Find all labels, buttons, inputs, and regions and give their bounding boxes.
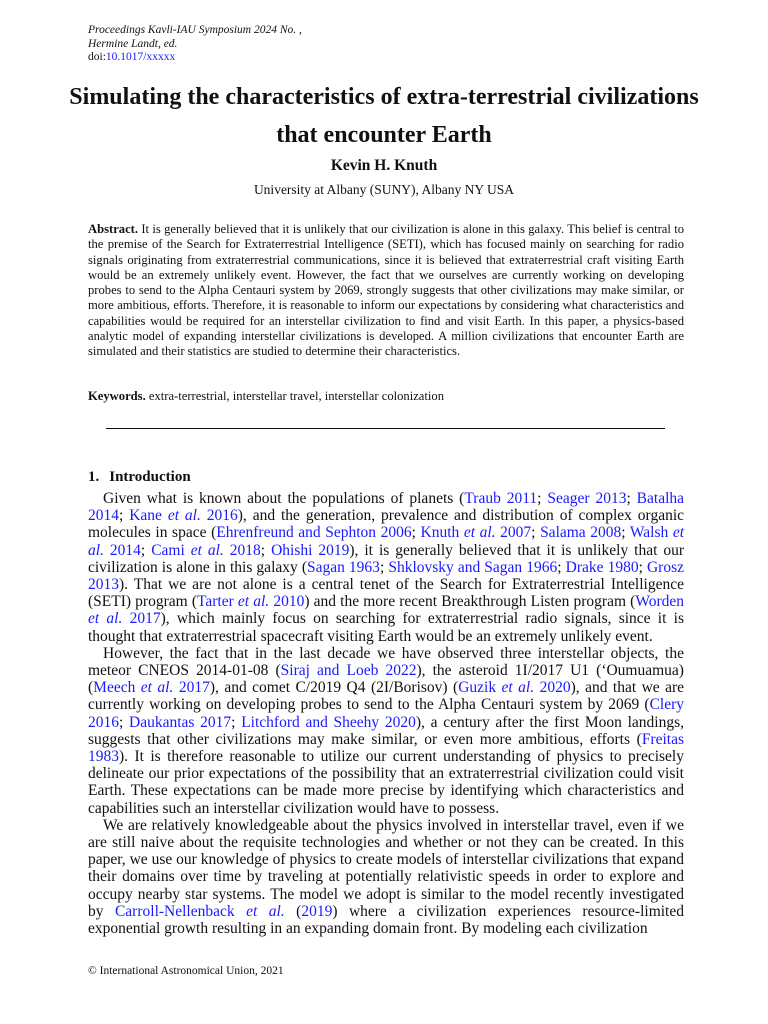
text-run: ), the asteroid 1I/2017 U1 (‘Oumuamua) (: [88, 662, 684, 697]
citation-part: 2017: [122, 610, 161, 628]
text-run: ), it is generally believed that it is unlikely that our civilization is alone in this galaxy (: [88, 541, 685, 576]
paragraph-2: [88, 645, 684, 817]
citation-link[interactable]: [151, 542, 261, 559]
divider-rule: [106, 428, 665, 429]
section-number: 1.: [88, 469, 100, 485]
text-run: ), which mainly focus on searching for extraterrestrial radio signals, since it is thought that extraterrestrial spacecraft visiting Earth would be an extremely unlikely event.: [88, 610, 685, 645]
citation-etal: et al.: [190, 541, 224, 559]
citation-etal: et al.: [140, 679, 174, 697]
text-run: However, the fact that in the last decade we have observed three interstellar objects, the meteor CNEOS 2014-01-08 (: [88, 644, 684, 680]
text-run: ) where a civilization experiences resource-limited exponential growth resulting in an expanding domain front. By modeling each civilization: [88, 902, 684, 938]
citation-etal: et al.: [246, 902, 285, 920]
citation-link[interactable]: Sagan 1963: [306, 558, 380, 576]
abstract-label: Abstract.: [88, 222, 139, 236]
citation-link[interactable]: [115, 903, 285, 920]
citation-link[interactable]: Drake 1980: [565, 558, 639, 576]
citation-part: Walsh: [629, 524, 669, 542]
author-name: Kevin H. Knuth: [330, 157, 438, 174]
citation-link[interactable]: [458, 679, 570, 696]
doi-prefix: doi:: [88, 51, 106, 63]
keywords-label: Keywords.: [88, 389, 146, 403]
citation-link[interactable]: Grosz 2013: [88, 558, 685, 594]
citation-etal: et al.: [88, 524, 685, 559]
citation-etal: et al.: [237, 593, 270, 611]
citation-etal: et al.: [463, 524, 496, 542]
editor-line: Hermine Landt, ed.: [88, 37, 178, 50]
text-run: Given what is known about the populations of planets (: [103, 490, 465, 507]
keywords: [88, 389, 684, 404]
text-sep: ;: [537, 490, 548, 507]
citation-etal: et al.: [501, 679, 535, 697]
citation-part: Cami: [151, 541, 191, 559]
citation-part: Worden: [635, 593, 684, 611]
author-affiliation: University at Albany (SUNY), Albany NY USA: [253, 182, 515, 197]
citation-link[interactable]: Shklovsky and Sagan 1966: [388, 558, 558, 576]
citation-link[interactable]: Daukantas 2017: [129, 713, 232, 731]
citation-part: 2007: [495, 524, 532, 542]
citation-part: Knuth: [420, 524, 464, 542]
text-sep: ;: [626, 490, 637, 507]
proceedings-header: [88, 24, 302, 65]
text-sep: ;: [260, 541, 272, 559]
citation-link[interactable]: [129, 507, 238, 524]
citation-part: Carroll-Nellenback: [114, 902, 247, 920]
text-sep: ;: [140, 541, 152, 559]
section-title: Introduction: [109, 469, 191, 485]
citation-link[interactable]: Ohishi 2019: [271, 541, 350, 559]
text-run: We are relatively knowledgeable about the physics involved in interstellar travel, even if we are still naive about the requisite technologies and whether or not they can be created. In this paper, we use our knowledge of physics to create models of interstellar civilizations that expand their domains over time by traveling at potentially relativistic speeds in order to explore and occupy nearby star systems. The model we adopt is similar to the model recently investigated by: [88, 816, 684, 920]
proceedings-line: Proceedings Kavli-IAU Symposium 2024 No. ,: [88, 24, 302, 36]
citation-etal: et al.: [88, 610, 123, 628]
citation-etal: et al.: [167, 507, 201, 525]
text-sep: ;: [379, 558, 389, 576]
text-sep: ;: [621, 524, 630, 542]
text-run: ) and the more recent Breakthrough Listen program (: [304, 593, 636, 611]
paragraph-1: [88, 490, 684, 645]
citation-part: 2010: [269, 593, 305, 611]
citation-part: 2020: [534, 679, 571, 697]
citation-link[interactable]: Ehrenfreund and Sephton 2006: [216, 524, 412, 542]
copyright-footer: © International Astronomical Union, 2021: [88, 965, 284, 977]
citation-link[interactable]: [197, 593, 304, 610]
citation-link[interactable]: Seager 2013: [547, 490, 627, 507]
paper-title: Simulating the characteristics of extra-terrestrial civilizations that encounter Earth: [69, 84, 699, 148]
text-run: (: [284, 902, 302, 920]
citation-link[interactable]: [93, 679, 210, 696]
text-sep: ;: [411, 524, 421, 542]
citation-part: 2017: [173, 679, 210, 697]
doi-line: [88, 51, 302, 65]
citation-part: Kane: [129, 507, 168, 525]
paragraph-3: [88, 817, 684, 937]
citation-part: Meech: [93, 679, 141, 697]
text-run: ). That we are not alone is a central tenet of the Search for Extraterrestrial Intelligence (SETI) program (: [88, 576, 684, 611]
text-sep: ;: [638, 558, 647, 576]
doi-link[interactable]: 10.1017/xxxxx: [105, 51, 176, 63]
text-run: ). It is therefore reasonable to utilize our current understanding of physics to precisely delineate our prior expectations of the possibility that an extraterrestrial civilization could visit Earth. These expectations can be made more precise by identifying which characteristics and capabilities such an interstellar civilization would have to possess.: [88, 748, 684, 817]
text-run: ), and that we are currently working on developing probes to send to the Alpha Centauri system by 2069 (: [88, 679, 685, 714]
citation-link[interactable]: Freitas 1983: [88, 730, 684, 766]
citation-link[interactable]: Siraj and Loeb 2022: [280, 662, 417, 680]
text-sep: ;: [119, 713, 130, 731]
body-text: [88, 490, 684, 937]
text-sep: ;: [531, 524, 541, 542]
citation-link[interactable]: 2019: [301, 902, 333, 920]
abstract: [88, 222, 684, 360]
text-sep: ;: [231, 713, 242, 731]
citation-link[interactable]: Clery 2016: [88, 696, 684, 731]
citation-link[interactable]: Salama 2008: [540, 524, 622, 542]
text-sep: ;: [119, 507, 130, 525]
abstract-text: It is generally believed that it is unlikely that our civilization is alone in this galaxy. This belief is central to the premise of the Search for Extraterrestrial Intelligence (SETI), which has focused mainly on searching for radio signals originating from extraterrestrial communications, since it is believed that extraterrestrial craft visiting Earth would be an extremely unlikely event. However, the fact that we ourselves are currently working on developing probes to send to the Alpha Centauri system by 2069, strongly suggests that other civilizations may make similar, or more ambitious, efforts. Therefore, it is reasonable to inform our expectations by considering what characteristics and capabilities would be required for an interstellar civilization to find and visit Earth. In this paper, a physics-based analytic model of expanding interstellar civilizations is developed. A million civilizations that encounter Earth are simulated and their statistics are studied to determine their characteristics.: [88, 222, 684, 359]
citation-part: Guzik: [458, 679, 502, 697]
citation-part: 2014: [103, 541, 141, 559]
text-sep: ;: [557, 558, 566, 576]
citation-part: Tarter: [197, 593, 238, 611]
citation-link[interactable]: Batalha 2014: [88, 490, 685, 525]
citation-link[interactable]: Traub 2011: [464, 490, 538, 507]
citation-link[interactable]: [421, 524, 532, 541]
keywords-text: extra-terrestrial, interstellar travel, interstellar colonization: [148, 389, 444, 403]
citation-part: 2018: [223, 541, 261, 559]
section-heading: [88, 469, 191, 486]
text-run: ), a century after the first Moon landings, suggests that other civilizations may make similar, or even more ambitious, efforts (: [88, 713, 685, 748]
citation-link[interactable]: Litchford and Sheehy 2020: [241, 713, 416, 731]
citation-part: 2016: [200, 507, 238, 525]
text-run: ), and comet C/2019 Q4 (2I/Borisov) (: [209, 679, 459, 697]
text-run: ), and the generation, prevalence and distribution of complex organic molecules in space (: [88, 507, 685, 542]
